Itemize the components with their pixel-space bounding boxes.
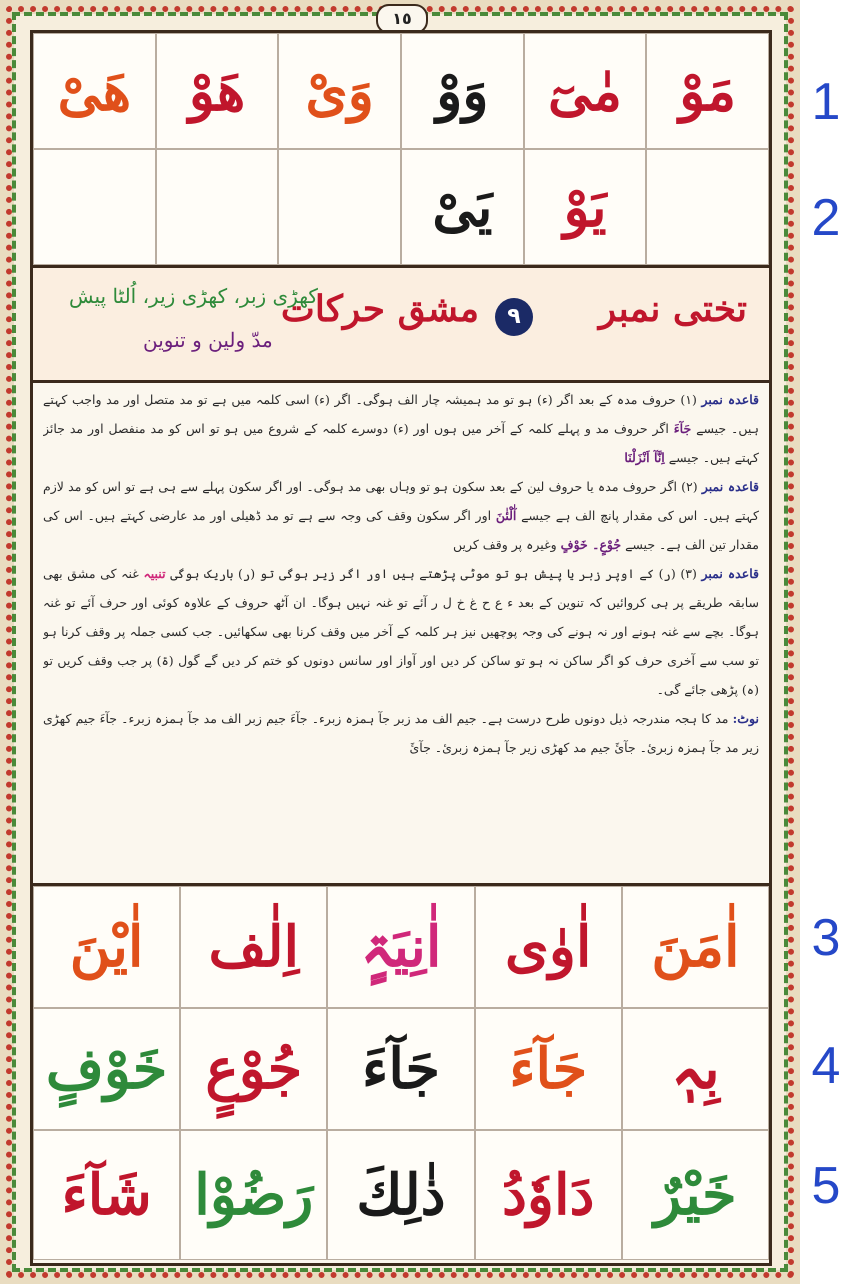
row5-cell: خَیْرٌ: [622, 1130, 769, 1260]
rules-text: [43, 385, 759, 875]
row4-cell: خَوْفٍ: [33, 1008, 180, 1130]
lesson-subtitle: مشق حرکات: [280, 288, 479, 330]
page-number: ١٥: [376, 4, 428, 34]
row2-cell: یَیْ: [401, 149, 524, 265]
row2-cell: [646, 149, 769, 265]
warning-label: تنبیہ: [143, 566, 166, 581]
words-row-3: [33, 883, 769, 1008]
rule-2-text-2: اور اگر سکون وقف کی وجہ سے ہے تو مد ڈھیلی اور مد عارضی کہتے ہیں۔ اس کی مقدار تین الف ہے۔ جیسے: [43, 508, 759, 552]
lesson-number-badge: ٩: [495, 298, 533, 336]
rule-2-text: (٢) اگر حروف مدہ یا حروف لین کے بعد سکون ہو تو وہاں بھی مد ہوگی۔ اور اگر سکون پہلے سے ہی ہے تو اس کو مد لازم کہتے ہیں۔ اس کی مقدار پانچ الف ہے جیسے: [43, 479, 759, 523]
row3-cell: اِلٰف: [180, 886, 327, 1008]
rule-2: [43, 472, 759, 559]
row5-cell: ذٰلِكَ: [327, 1130, 474, 1260]
rule-3: [43, 559, 759, 704]
row4-cell: جَآءَ: [475, 1008, 622, 1130]
lesson-header: [33, 265, 769, 383]
rule-3-label: قاعدہ نمبر: [701, 566, 759, 581]
lesson-title: تختی نمبر: [598, 288, 747, 330]
row2-cell: [278, 149, 401, 265]
row3-cell: اٰمَنَ: [622, 886, 769, 1008]
lesson-frame: [30, 30, 772, 1266]
rule-1-text-2: اگر حروف مد و پہلے کلمہ کے آخر میں ہوں اور (ء) دوسرے کلمہ کے شروع میں ہو تو اس کو مد منفصل اور مد جائز کہتے ہیں۔ جیسے: [43, 421, 759, 465]
row5-cell: دَاوٗدُ: [475, 1130, 622, 1260]
rule-2-text-3: وغیرہ پر وقف کریں: [452, 537, 557, 552]
letters-row-1: [33, 33, 769, 149]
row1-cell: مٰیٓ: [524, 33, 647, 149]
row1-cell: ھَیْ: [33, 33, 156, 149]
rule-2-example: آٰلْئٰنَ: [495, 508, 517, 523]
note-label: نوٹ:: [732, 711, 759, 726]
row1-cell: مَوْ: [646, 33, 769, 149]
rule-1-text: (١) حروف مدہ کے بعد اگر (ء) ہو تو مد ہمیشہ چار الف ہوگی۔ اگر (ء) اسی کلمہ میں ہے تو مد متصل اور مد واجب کہتے ہیں۔ جیسے: [43, 392, 759, 436]
row5-cell: شَآءَ: [33, 1130, 180, 1260]
row-number-5: 5: [811, 1157, 841, 1215]
rule-1: [43, 385, 759, 472]
rule-3-text: (٣) (ر) کے اوپر زبر یا پیش ہو تو موٹی پڑھتے ہیں اور اگر زیر ہوگی تو (ر) باریک ہوگی: [170, 566, 697, 581]
rule-1-example: جَآءَ: [673, 421, 692, 436]
warning-text: غنہ کی مشق بھی سابقہ طریقے پر ہی کروائیں کہ تنوین کے بعد ء ع ح غ خ ل ر آئے تو غنہ نہیں ہوگا۔ ان آٹھ حروف کے علاوہ کوئی اور حرف آئے تو غنہ ہوگا۔ بچے سے غنہ ہونے اور نہ ہونے کی وجہ پوچھیں نیز ہر کلمہ کے آخر میں وقف کرنا بھی سکھائیں۔ جب کسی جملہ پر وقف کرنا ہو تو سب سے آخری حرف کو اگر ساکن نہ ہو تو ساکن کر دیں اور آواز اور سانس دونوں کو ختم کر دیں گے گول (ۃ) پر جب وقف کریں تو (ہ) پڑھی جائے گی۔: [43, 566, 759, 697]
row-number-3: 3: [811, 909, 841, 967]
lesson-topics-line-1: کھڑی زبر، کھڑی زیر، اُلٹا پیش: [69, 284, 318, 308]
row4-cell: جَآءَ: [327, 1008, 474, 1130]
row3-cell: اٰوٰی: [475, 886, 622, 1008]
row2-cell: [156, 149, 279, 265]
row2-cell: [33, 149, 156, 265]
lesson-topics-line-2: مدّ ولین و تنوین: [143, 328, 273, 352]
row-number-2: 2: [811, 189, 841, 247]
row1-cell: وَیْ: [278, 33, 401, 149]
note-text: مد کا ہجہ مندرجہ ذیل دونوں طرح درست ہے۔ جیم الف مد زبر جآ ہمزہ زبرء۔ جآءَ جیم زبر الف مد جآ ہمزہ زبرء۔ جآءَ جیم کھڑی زیر مد جآ ہمزہ زبرئ۔ جآئَ جیم مد کھڑی زیر جآ ہمزہ زبرئ۔ جآئَ: [43, 711, 759, 755]
row1-cell: ھَوْ: [156, 33, 279, 149]
row2-cell: یَوْ: [524, 149, 647, 265]
row5-cell: رَضُوْا: [180, 1130, 327, 1260]
row1-cell: وَوْ: [401, 33, 524, 149]
row-number-4: 4: [811, 1037, 841, 1095]
rule-2-label: قاعدہ نمبر: [701, 479, 759, 494]
words-row-4: [33, 1008, 769, 1130]
row4-cell: جُوْعٍ: [180, 1008, 327, 1130]
rule-2-example-2: جُوْعٍ۔ خَوْفٍ: [560, 537, 622, 552]
words-row-5: [33, 1130, 769, 1260]
row-number-1: 1: [811, 73, 841, 131]
row4-cell: بِہٖ: [622, 1008, 769, 1130]
rule-1-example-2: اِنَّآ اَنْزَلْنَا: [624, 450, 665, 465]
row3-cell: اٰیْنَ: [33, 886, 180, 1008]
letters-row-2: [33, 149, 769, 265]
row3-cell: اٰنِیَۃٍ: [327, 886, 474, 1008]
rule-1-label: قاعدہ نمبر: [701, 392, 759, 407]
note: [43, 704, 759, 762]
